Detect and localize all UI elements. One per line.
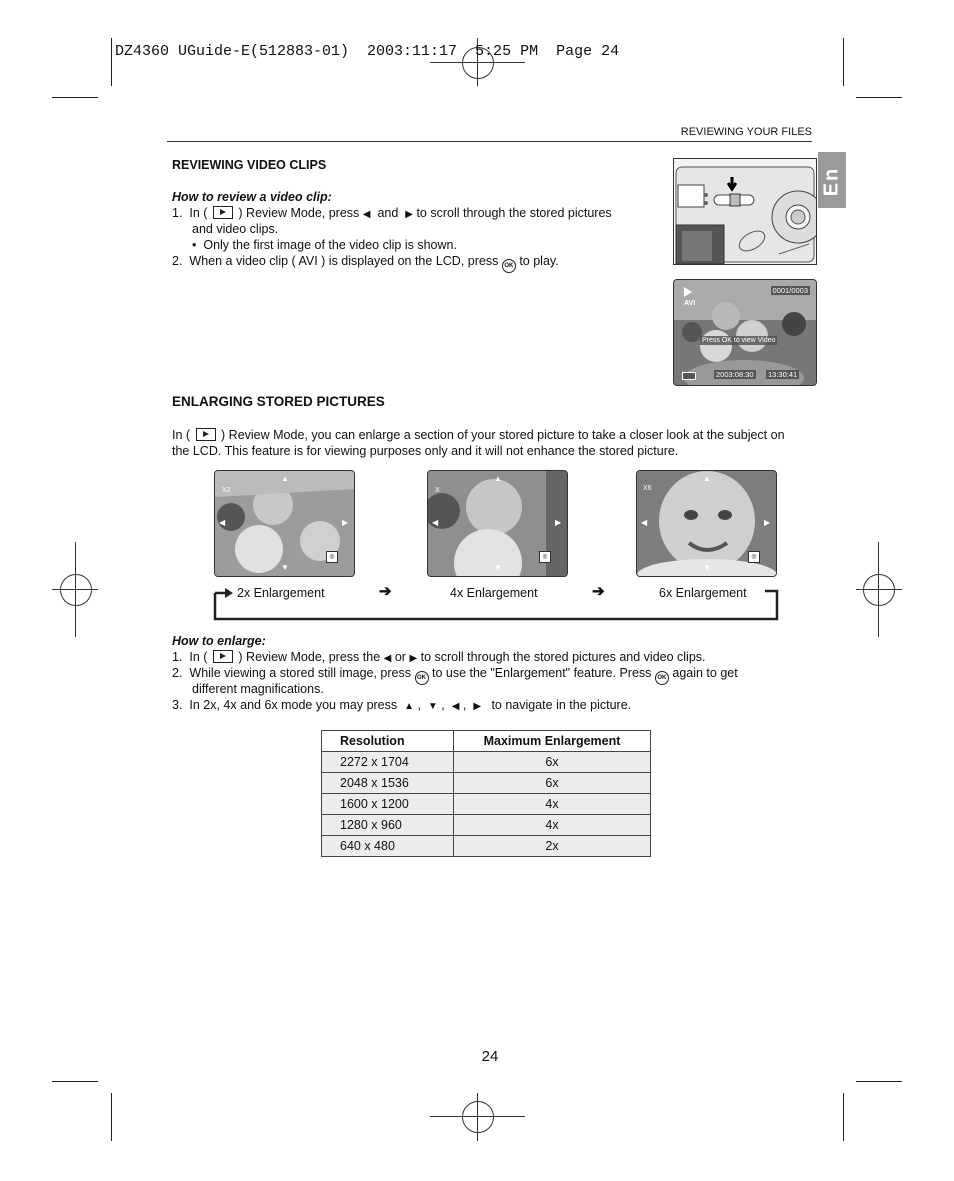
camera-back-illustration <box>673 158 817 265</box>
left-arrow-icon: ◀ <box>362 209 371 220</box>
ok-button-icon: OK <box>415 671 429 685</box>
crop-mark <box>52 97 98 98</box>
enlargement-table <box>321 730 651 857</box>
left-arrow-icon: ◀ <box>432 518 439 527</box>
enlarge-intro: In ( ) Review Mode, you can enlarge a section of your stored picture to take a closer look at the subject on <box>172 428 785 442</box>
table-row <box>322 773 651 794</box>
video-heading: REVIEWING VIDEO CLIPS <box>172 158 327 172</box>
cycle-label-2x: 2x Enlargement <box>237 586 325 600</box>
lcd-video-preview <box>673 279 817 386</box>
lcd-type: AVI <box>684 300 696 307</box>
crop-mark <box>111 38 112 86</box>
left-arrow-icon: ◀ <box>451 701 460 712</box>
table-row <box>322 752 651 773</box>
page-number: 24 <box>481 1048 499 1065</box>
video-step-2: 2. When a video clip ( AVI ) is displayed on the LCD, press OK to play. <box>172 253 559 273</box>
table-cell: 2048 x 1536 <box>322 773 454 794</box>
play-icon <box>684 287 692 297</box>
ok-nav-icon: ◎ <box>748 551 760 563</box>
video-step-1-cont: and video clips. <box>192 222 279 236</box>
video-bullet: • Only the first image of the video clip is shown. <box>192 238 457 252</box>
table-row <box>322 794 651 815</box>
ok-nav-icon: ◎ <box>326 551 338 563</box>
playback-mode-icon <box>196 428 216 441</box>
zoom-label-2x: X2 <box>222 487 231 494</box>
table-cell: 6x <box>454 752 651 773</box>
table-cell: 4x <box>454 815 651 836</box>
table-cell: 6x <box>454 773 651 794</box>
table-header-row <box>322 731 651 752</box>
cycle-label-6x: 6x Enlargement <box>659 586 747 600</box>
cycle-label-4x: 4x Enlargement <box>450 586 538 600</box>
crop-mark <box>856 97 902 98</box>
up-arrow-icon: ▲ <box>404 701 414 712</box>
table-cell: 1280 x 960 <box>322 815 454 836</box>
right-arrow-icon: ▶ <box>473 701 482 712</box>
battery-icon <box>682 372 696 380</box>
camera-icon <box>674 159 816 264</box>
table-cell: 2x <box>454 836 651 857</box>
crop-mark <box>843 1093 844 1141</box>
enlarge-step-3: 3. In 2x, 4x and 6x mode you may press ▲ , ▼ , ◀ , ▶ to navigate in the picture. <box>172 698 632 712</box>
down-arrow-icon: ▼ <box>427 701 438 712</box>
crop-mark <box>52 1081 98 1082</box>
right-arrow-icon: ▶ <box>555 518 562 527</box>
table-cell: 640 x 480 <box>322 836 454 857</box>
right-arrow-icon: ▶ <box>409 653 418 664</box>
left-arrow-icon: ◀ <box>383 653 392 664</box>
lcd-date: 2003:08:30 <box>716 370 754 379</box>
header-rule <box>167 141 812 142</box>
right-arrow-icon: ▶ <box>405 209 413 220</box>
ok-button-icon: OK <box>655 671 669 685</box>
ok-button-icon: OK <box>502 259 516 273</box>
crop-mark <box>111 1093 112 1141</box>
table-cell: 2272 x 1704 <box>322 752 454 773</box>
enlarge-step-2-cont: different magnifications. <box>192 682 324 696</box>
zoom-label-6x: X6 <box>643 485 652 492</box>
down-arrow-icon: ▼ <box>281 563 289 572</box>
playback-mode-icon <box>213 206 233 219</box>
right-arrow-icon: ▶ <box>764 518 771 527</box>
table-header: Maximum Enlargement <box>454 731 651 752</box>
print-header: DZ4360 UGuide-E(512883-01) 2003:11:17 5:25 PM Page 24 <box>115 43 620 60</box>
playback-mode-icon <box>213 650 233 663</box>
table-cell: 4x <box>454 794 651 815</box>
cycle-arrow-icon: ➔ <box>379 583 392 600</box>
lcd-counter: 0001/0003 <box>772 286 808 295</box>
crop-mark <box>843 38 844 86</box>
language-tab-label: En <box>820 166 843 197</box>
ok-nav-icon: ◎ <box>539 551 551 563</box>
right-arrow-icon: ▶ <box>342 518 349 527</box>
lcd-hint: Press OK to view Video <box>702 337 776 344</box>
left-arrow-icon: ◀ <box>219 518 226 527</box>
left-arrow-icon: ◀ <box>641 518 648 527</box>
down-arrow-icon: ▼ <box>703 563 711 572</box>
table-header: Resolution <box>322 731 454 752</box>
running-header: REVIEWING YOUR FILES <box>680 126 812 138</box>
zoom-label-4x: X <box>435 487 440 494</box>
up-arrow-icon: ▲ <box>703 474 711 483</box>
enlarge-step-2: 2. While viewing a stored still image, press OK to use the "Enlargement" feature. Press OK again to get <box>172 665 738 685</box>
up-arrow-icon: ▲ <box>281 474 289 483</box>
enlarge-howto: How to enlarge: <box>172 634 266 648</box>
table-row <box>322 815 651 836</box>
video-subheading: How to review a video clip: <box>172 190 332 204</box>
bullet-icon: • <box>192 238 197 252</box>
enlarge-intro-cont: the LCD. This feature is for viewing purposes only and it will not enhance the stored picture. <box>172 444 679 458</box>
language-tab <box>818 152 846 208</box>
table-row <box>322 836 651 857</box>
enlarge-step-1: 1. In ( ) Review Mode, press the ◀ or ▶ to scroll through the stored pictures and video clips. <box>172 650 706 664</box>
crop-mark <box>856 1081 902 1082</box>
table-cell: 1600 x 1200 <box>322 794 454 815</box>
up-arrow-icon: ▲ <box>494 474 502 483</box>
video-step-1: 1. In ( ) Review Mode, press ◀ and ▶ to scroll through the stored pictures <box>172 206 612 220</box>
down-arrow-icon: ▼ <box>494 563 502 572</box>
lcd-time: 13:30:41 <box>768 370 798 379</box>
cycle-arrow-icon: ➔ <box>592 583 605 600</box>
enlarge-heading: ENLARGING STORED PICTURES <box>172 394 385 409</box>
